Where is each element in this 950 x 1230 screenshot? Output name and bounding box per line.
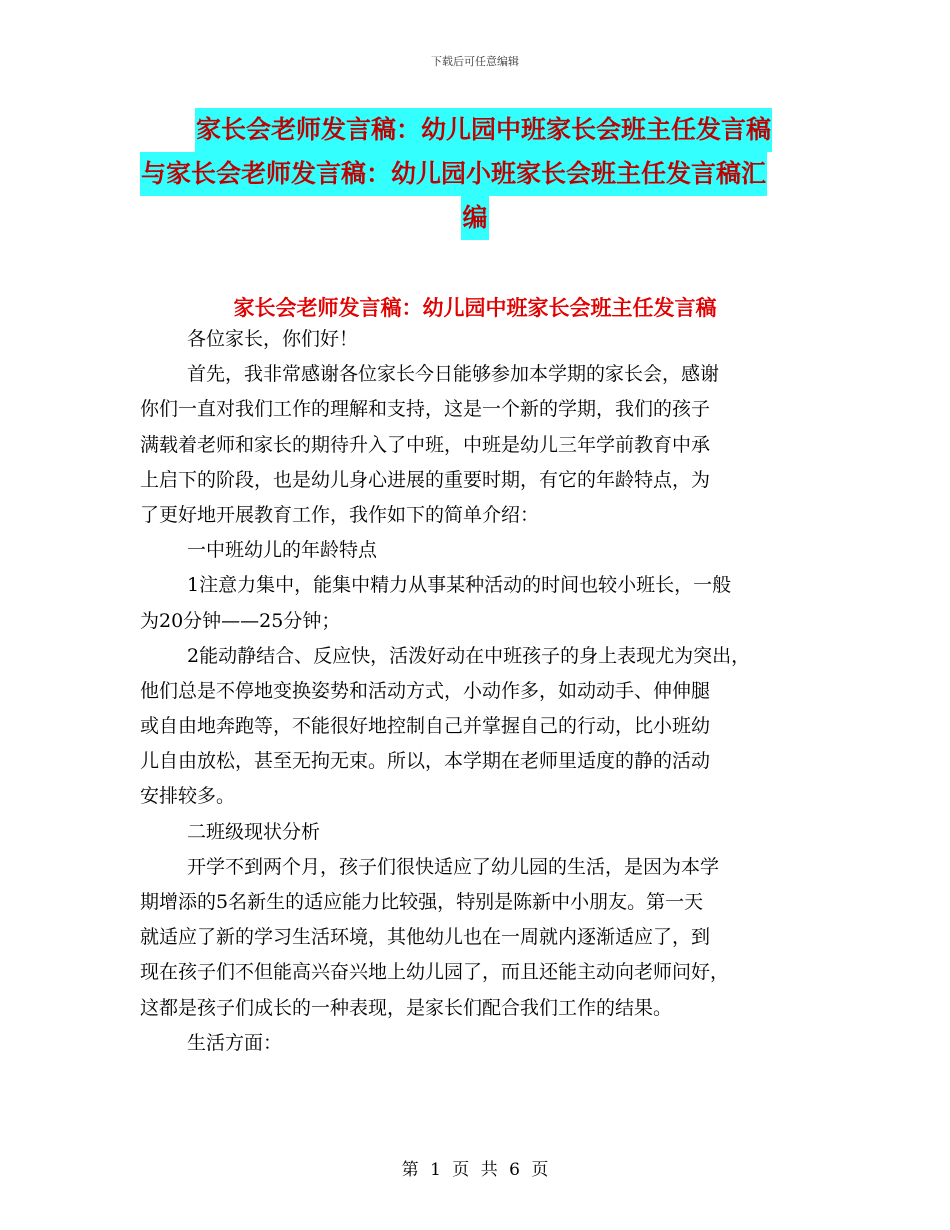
page-footer: 第 1 页 共 6 页 bbox=[401, 1160, 549, 1180]
body-line: 开学不到两个月，孩子们很快适应了幼儿园的生活，是因为本学 bbox=[187, 855, 720, 878]
document-title-line-1 bbox=[195, 108, 820, 152]
body-line: 安排较多。 bbox=[140, 785, 236, 808]
body-line: 上启下的阶段，也是幼儿身心进展的重要时期，有它的年龄特点，为 bbox=[140, 468, 711, 491]
body-line: 这都是孩子们成长的一种表现，是家长们配合我们工作的结果。 bbox=[140, 996, 673, 1019]
title-line-3-text: 编 bbox=[461, 196, 488, 240]
body-text bbox=[140, 322, 830, 1061]
body-line: 儿自由放松，甚至无拘无束。所以，本学期在老师里适度的静的活动 bbox=[140, 750, 711, 773]
body-line: 就适应了新的学习生活环境，其他幼儿也在一周就内逐渐适应了，到 bbox=[140, 926, 711, 949]
title-line-1-text: 家长会老师发言稿：幼儿园中班家长会班主任发言稿 bbox=[195, 108, 772, 152]
body-line: 生活方面： bbox=[187, 1031, 283, 1054]
body-line: 首先，我非常感谢各位家长今日能够参加本学期的家长会，感谢 bbox=[187, 363, 720, 386]
body-line: 他们总是不停地变换姿势和活动方式，小动作多，如动动手、伸伸腿 bbox=[140, 679, 711, 702]
page-header: 下载后可任意编辑 bbox=[431, 55, 519, 68]
document-title-line-2 bbox=[140, 152, 820, 196]
document-title-line-3 bbox=[140, 196, 820, 240]
body-line: 一中班幼儿的年龄特点 bbox=[187, 539, 378, 562]
body-line: 了更好地开展教育工作，我作如下的简单介绍： bbox=[140, 503, 540, 526]
document-title bbox=[140, 108, 820, 240]
title-line-2-text: 与家长会老师发言稿：幼儿园小班家长会班主任发言稿汇 bbox=[140, 152, 767, 196]
section-title: 家长会老师发言稿：幼儿园中班家长会班主任发言稿 bbox=[233, 296, 717, 320]
body-line: 2能动静结合、反应快，活泼好动在中班孩子的身上表现尤为突出， bbox=[187, 644, 751, 667]
body-line: 期增添的5名新生的适应能力比较强，特别是陈新中小朋友。第一天 bbox=[140, 891, 704, 913]
body-line: 为20分钟——25分钟； bbox=[140, 609, 341, 632]
body-line: 或自由地奔跑等，不能很好地控制自己并掌握自己的行动，比小班幼 bbox=[140, 715, 711, 738]
body-line: 现在孩子们不但能高兴奋兴地上幼儿园了，而且还能主动向老师问好， bbox=[140, 961, 730, 984]
body-line: 1注意力集中，能集中精力从事某种活动的时间也较小班长，一般 bbox=[187, 574, 732, 597]
body-line: 你们一直对我们工作的理解和支持，这是一个新的学期，我们的孩子 bbox=[140, 398, 711, 421]
body-line: 各位家长，你们好！ bbox=[187, 328, 359, 350]
body-line: 二班级现状分析 bbox=[187, 820, 321, 843]
body-line: 满载着老师和家长的期待升入了中班，中班是幼儿三年学前教育中承 bbox=[140, 433, 711, 456]
